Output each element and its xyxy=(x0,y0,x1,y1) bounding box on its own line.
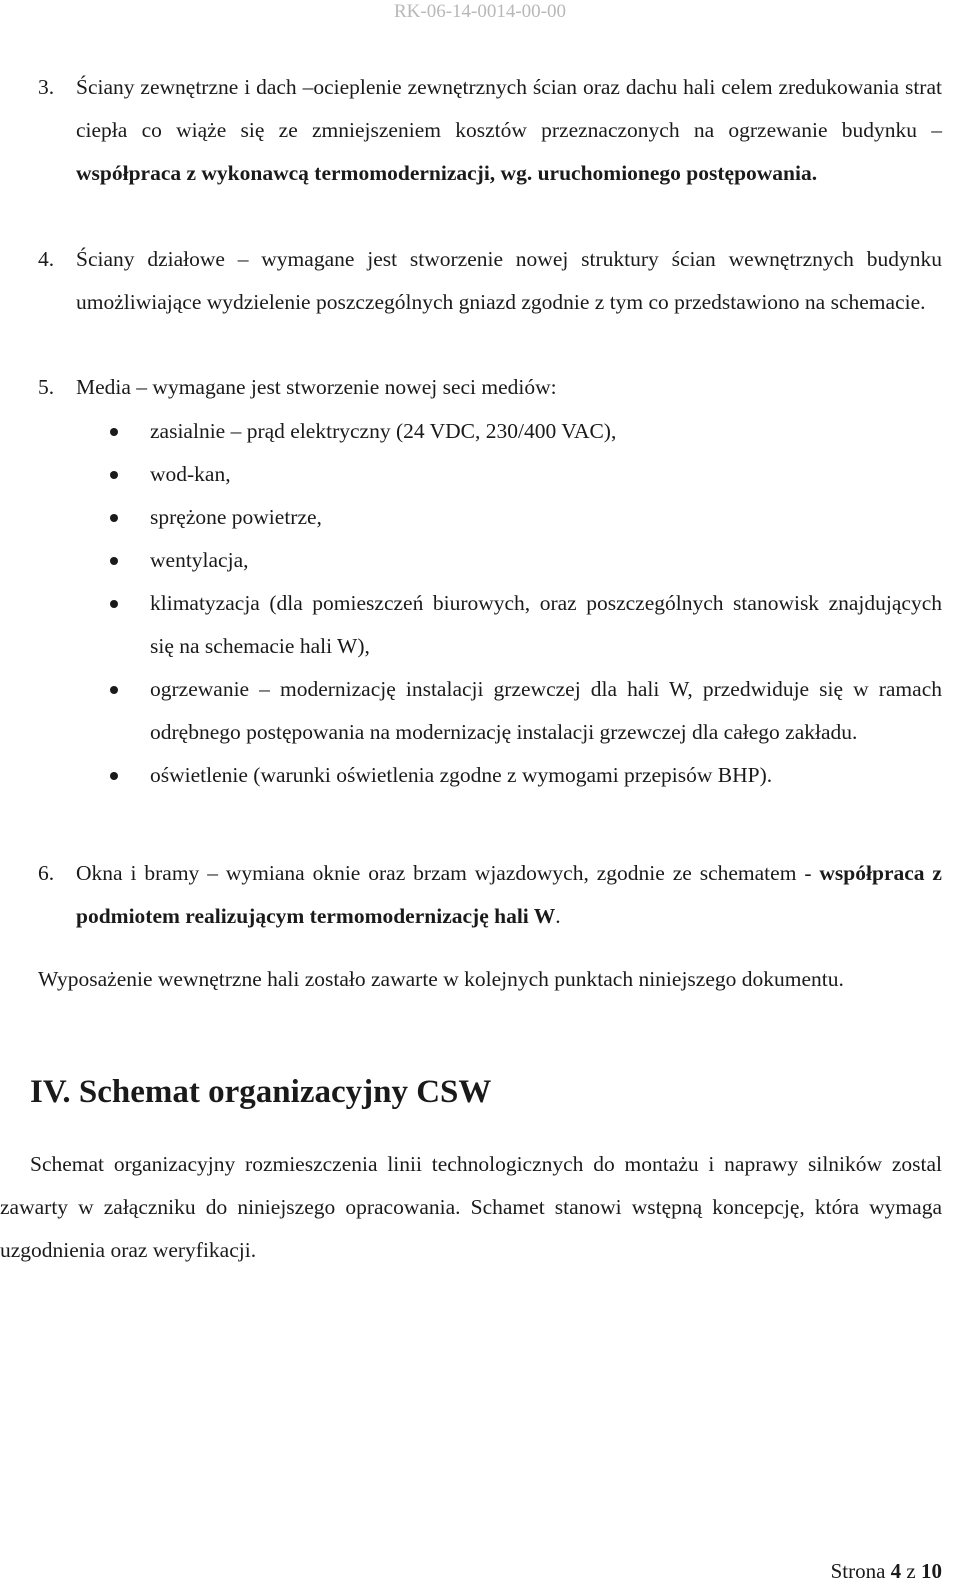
page-number-footer xyxy=(831,1557,942,1585)
list-item xyxy=(110,496,942,539)
page-of: z xyxy=(906,1559,916,1583)
list-item xyxy=(110,410,942,453)
item-bold-text: współpraca z podmiotem realizującym termomodernizację hali W xyxy=(76,861,942,928)
list-item xyxy=(110,453,942,496)
item-text: Media – wymagane jest stworzenie nowej seci mediów: xyxy=(76,375,557,399)
bullet-text: sprężone powietrze, xyxy=(150,505,322,529)
bullet-icon xyxy=(110,686,118,694)
list-item-3 xyxy=(38,66,942,195)
list-item-5 xyxy=(38,366,942,409)
equipment-paragraph: Wyposażenie wewnętrzne hali zostało zawarte w kolejnych punktach niniejszego dokumentu. xyxy=(38,967,844,991)
bullet-text: wentylacja, xyxy=(150,548,249,572)
media-bullet-list xyxy=(110,410,942,797)
schema-paragraph: Schemat organizacyjny rozmieszczenia linii technologicznych do montażu i naprawy silników zostal zawarty w załączniku do niniejszego opracowania. Schamet stanowi wstępną koncepcję, która wymaga uzgodnienia oraz weryfikacji. xyxy=(0,1152,942,1262)
item-text: Ściany działowe – wymagane jest stworzenie nowej struktury ścian wewnętrznych budynku umożliwiające wydzielenie poszczególnych gniazd zgodnie z tym co przedstawiono na schemacie. xyxy=(76,247,942,314)
list-item-4 xyxy=(38,238,942,324)
current-page: 4 xyxy=(890,1559,902,1583)
section-heading: IV. Schemat organizacyjny CSW xyxy=(30,1074,492,1110)
list-item xyxy=(110,539,942,582)
bullet-icon xyxy=(110,514,118,522)
list-item xyxy=(110,668,942,754)
bullet-icon xyxy=(110,600,118,608)
item-bold-text: współpraca z wykonawcą termomodernizacji, wg. uruchomionego postępowania. xyxy=(76,161,818,185)
item-number: 5. xyxy=(38,375,55,399)
item-number: 4. xyxy=(38,247,55,271)
bullet-icon xyxy=(110,557,118,565)
list-item-6 xyxy=(38,852,942,938)
bullet-icon xyxy=(110,428,118,436)
bullet-text: wod-kan, xyxy=(150,462,231,486)
bullet-icon xyxy=(110,772,118,780)
item-text: Okna i bramy – wymiana oknie oraz brzam wjazdowych, zgodnie ze schematem - xyxy=(76,861,820,885)
item-text: Ściany zewnętrzne i dach –ocieplenie zewnętrznych ścian oraz dachu hali celem zredukowania strat ciepła co wiąże się ze zmniejszeniem kosztów przeznaczonych na ogrzewanie budynku – xyxy=(76,75,942,142)
item-text-end: . xyxy=(555,904,561,928)
item-number: 3. xyxy=(38,75,55,99)
list-item xyxy=(110,754,942,797)
bullet-text: klimatyzacja (dla pomieszczeń biurowych, oraz poszczególnych stanowisk znajdujących się na schemacie hali W), xyxy=(150,591,942,658)
total-pages: 10 xyxy=(921,1559,942,1583)
document-code-header: RK-06-14-0014-00-00 xyxy=(393,1,567,22)
bullet-text: ogrzewanie – modernizację instalacji grzewczej dla hali W, przedwiduje się w ramach odrębnego postępowania na modernizację instalacji grzewczej dla całego zakładu. xyxy=(150,677,942,744)
bullet-text: oświetlenie (warunki oświetlenia zgodne z wymogami przepisów BHP). xyxy=(150,763,773,787)
bullet-text: zasialnie – prąd elektryczny (24 VDC, 230/400 VAC), xyxy=(150,419,617,443)
list-item xyxy=(110,582,942,668)
page-label: Strona xyxy=(830,1559,886,1583)
bullet-icon xyxy=(110,471,118,479)
item-number: 6. xyxy=(38,861,55,885)
